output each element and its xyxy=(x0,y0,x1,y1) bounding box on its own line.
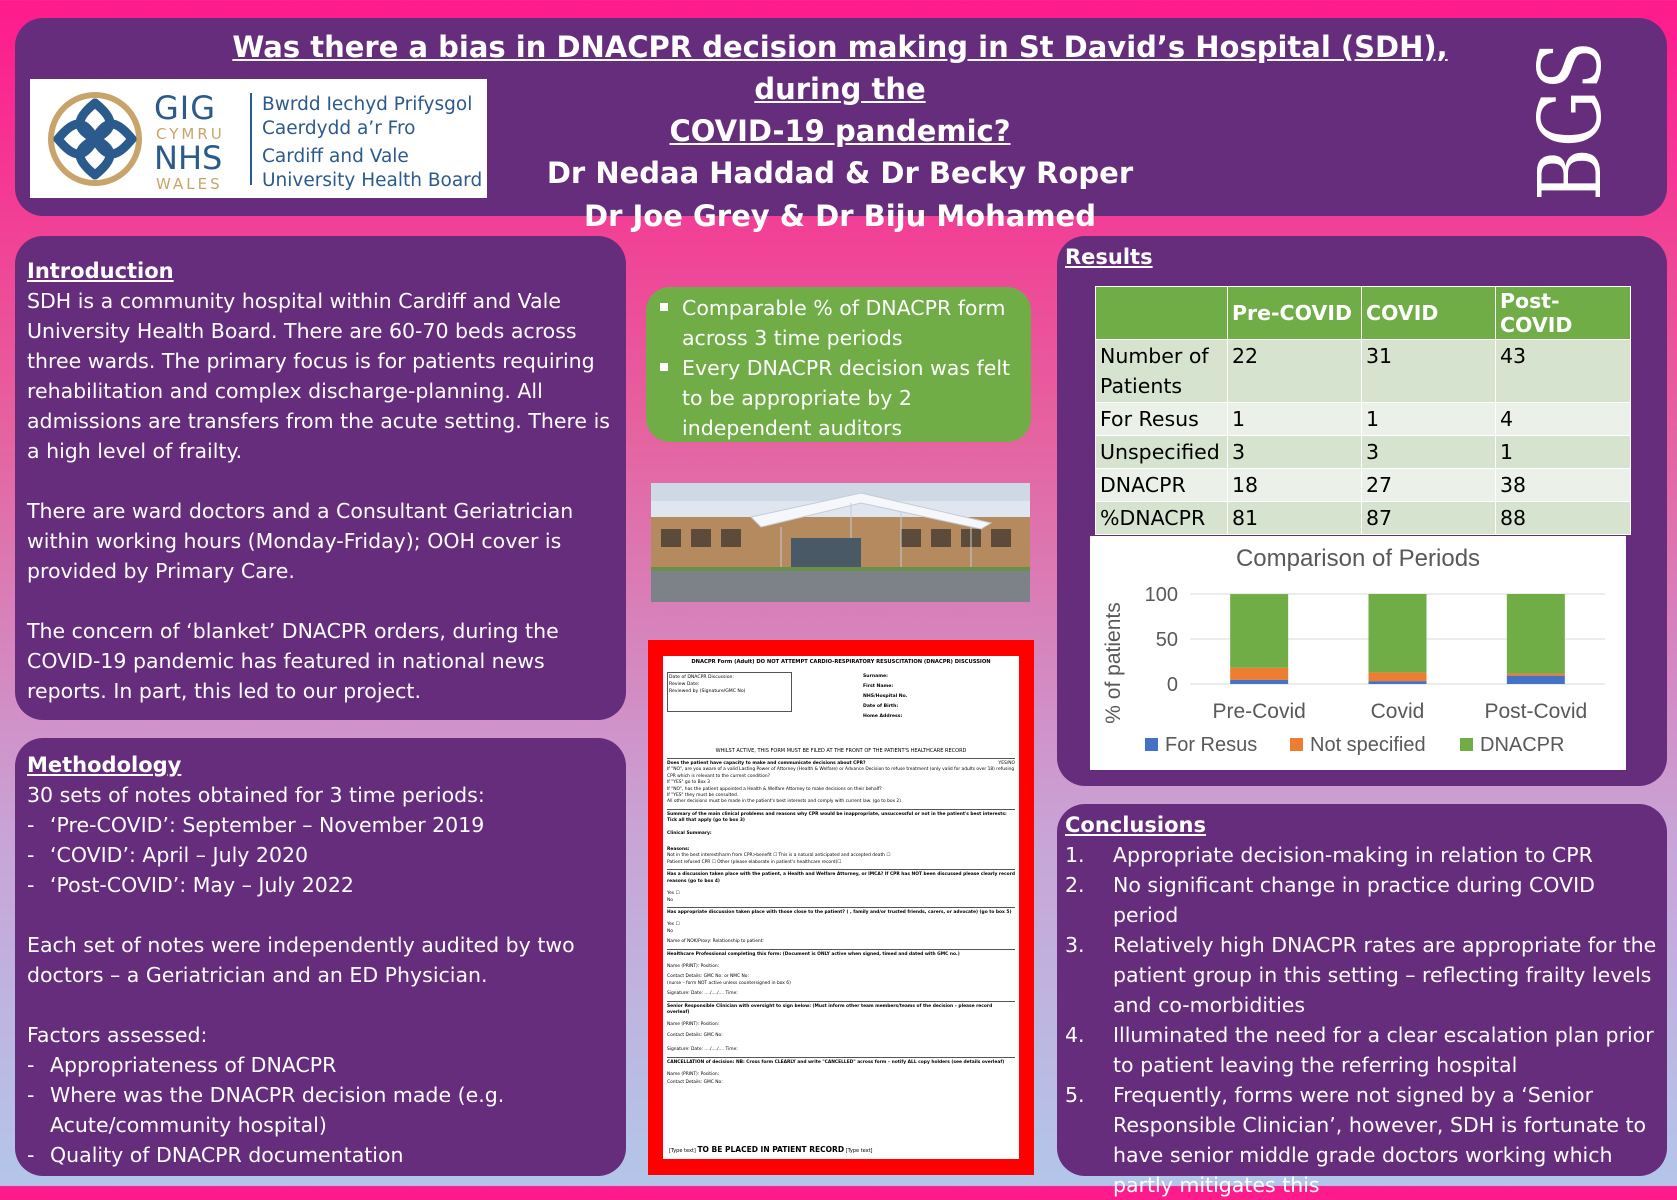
factor-item: - Where was the DNACPR decision made (e.g. Acute/community hospital) xyxy=(27,1083,505,1137)
chart-bar-segment xyxy=(1507,674,1565,676)
conclusion-item: 5. Frequently, forms were not signed by a ‘Senior Responsible Clinician’, however, SDH is fortunate to have senior middle grade doctors working which partly mitigates this xyxy=(1065,1083,1647,1197)
chart-bar-segment xyxy=(1369,681,1427,684)
chart-x-tick-label: Pre-Covid xyxy=(1212,700,1306,723)
introduction-para1: SDH is a community hospital within Cardiff and Vale University Health Board. There are 60-70 beds across three wards. The primary focus is for patients requiring rehabilitation and complex discharge-planning. All admissions are transfers from the acute setting. There is a high level of frailty. xyxy=(27,289,610,463)
chart-y-axis-label: % of patients xyxy=(1102,602,1125,724)
chart-x-tick-label: Post-Covid xyxy=(1484,700,1588,723)
conclusion-item: 4. Illuminated the need for a clear escalation plan prior to patient leaving the referring hospital xyxy=(1065,1023,1654,1077)
methodology-intro: 30 sets of notes obtained for 3 time periods: xyxy=(27,783,485,807)
factors-heading: Factors assessed: xyxy=(27,1023,208,1047)
methodology-audit: Each set of notes were independently audited by two doctors – a Geriatrician and an ED Physician. xyxy=(27,933,575,987)
conclusion-item: 2. No significant change in practice during COVID period xyxy=(1065,873,1595,927)
table-row xyxy=(1096,469,1631,502)
introduction-para2: There are ward doctors and a Consultant Geriatrician within working hours (Monday-Friday); OOH cover is provided by Primary Care. xyxy=(27,499,574,583)
table-cell: 38 xyxy=(1496,469,1631,502)
table-cell: 87 xyxy=(1362,502,1496,535)
cymru-label: CYMRU xyxy=(156,125,225,143)
table-header: Pre-COVID xyxy=(1228,287,1362,340)
introduction-panel xyxy=(15,236,626,720)
chart-y-tick-label: 50 xyxy=(1155,629,1178,651)
bullet-square-icon xyxy=(660,363,668,371)
form-notice: WHILST ACTIVE, THIS FORM MUST BE FILED AT THE FRONT OF THE PATIENT'S HEALTHCARE RECORD xyxy=(715,748,967,754)
table-cell: 1 xyxy=(1228,403,1362,436)
period-item: - ‘Post-COVID’: May – July 2022 xyxy=(27,873,354,897)
dnacpr-form-page xyxy=(663,656,1019,1159)
form-footer: [Type text] TO BE PLACED IN PATIENT RECORD [Type text] xyxy=(669,1145,873,1154)
form-patient-fields: Surname: First Name: NHS/Hospital No. Date of Birth: Home Address: xyxy=(863,674,908,719)
results-panel xyxy=(1057,236,1667,786)
period-item: - ‘Pre-COVID’: September – November 2019 xyxy=(27,813,485,837)
factor-item: - Appropriateness of DNACPR xyxy=(27,1053,337,1077)
chart-bar-segment xyxy=(1230,680,1288,684)
chart-bar-segment xyxy=(1230,594,1288,668)
table-cell: 27 xyxy=(1362,469,1496,502)
nhs-label: NHS xyxy=(154,139,223,177)
table-cell: 88 xyxy=(1496,502,1631,535)
methodology-panel xyxy=(15,738,626,1176)
period-item: - ‘COVID’: April – July 2020 xyxy=(27,843,309,867)
table-row xyxy=(1096,502,1631,535)
table-cell: 18 xyxy=(1228,469,1362,502)
logo-welsh-name: Bwrdd Iechyd Prifysgol Caerdydd a’r Fro xyxy=(262,94,473,139)
chart-bar-segment xyxy=(1230,668,1288,680)
table-cell: Unspecified xyxy=(1096,436,1228,469)
chart-y-tick-label: 0 xyxy=(1166,674,1178,696)
chart-legend-label: DNACPR xyxy=(1480,734,1565,756)
results-table xyxy=(1095,286,1631,535)
table-row xyxy=(1096,436,1631,469)
chart-bar-segment xyxy=(1369,672,1427,681)
comparison-chart xyxy=(1090,536,1626,770)
key-finding-item: Comparable % of DNACPR form across 3 time periods xyxy=(660,293,1021,353)
header-panel xyxy=(15,8,1667,233)
authors-line2: Dr Joe Grey & Dr Biju Mohamed xyxy=(584,199,1096,233)
dnacpr-form-image xyxy=(648,640,1034,1175)
table-cell: For Resus xyxy=(1096,403,1228,436)
table-row xyxy=(1096,403,1631,436)
chart-bar-segment xyxy=(1369,594,1427,672)
key-findings-box xyxy=(646,287,1031,442)
table-cell: 81 xyxy=(1228,502,1362,535)
methodology-heading: Methodology xyxy=(27,753,182,777)
results-heading: Results xyxy=(1065,245,1153,269)
form-title: DNACPR Form (Adult) DO NOT ATTEMPT CARDIO-RESPIRATORY RESUSCITATION (DNACPR) DISCUSSION xyxy=(691,659,991,665)
table-cell: 1 xyxy=(1362,403,1496,436)
bullet-square-icon xyxy=(660,303,668,311)
table-cell: %DNACPR xyxy=(1096,502,1228,535)
poster-title-line2: COVID-19 pandemic? xyxy=(669,114,1011,148)
chart-bar-segment xyxy=(1507,594,1565,674)
wales-label: WALES xyxy=(156,175,223,193)
conclusion-item: 3. Relatively high DNACPR rates are appropriate for the patient group in this setting – reflecting frailty levels and co-morbidities xyxy=(1065,933,1657,1017)
introduction-para3: The concern of ‘blanket’ DNACPR orders, during the COVID-19 pandemic has featured in national news reports. In part, this led to our project. xyxy=(27,619,559,703)
table-cell: 31 xyxy=(1362,340,1496,403)
bgs-logo-text: BGS xyxy=(1521,8,1621,201)
chart-y-tick-label: 100 xyxy=(1144,584,1178,606)
conclusion-item: 1. Appropriate decision-making in relation to CPR xyxy=(1065,843,1593,867)
table-header: Post-COVID xyxy=(1496,287,1631,340)
table-cell: Number of Patients xyxy=(1096,340,1228,403)
chart-legend-swatch xyxy=(1460,738,1473,751)
table-header-row xyxy=(1096,287,1631,340)
factor-item: - Quality of DNACPR documentation xyxy=(27,1143,404,1167)
chart-legend-label: Not specified xyxy=(1310,734,1426,756)
table-header xyxy=(1096,287,1228,340)
chart-legend-swatch xyxy=(1145,738,1158,751)
key-finding-item: Every DNACPR decision was felt to be appropriate by 2 independent auditors xyxy=(660,353,1021,443)
table-cell: DNACPR xyxy=(1096,469,1228,502)
celtic-knot-icon xyxy=(40,89,150,189)
chart-bar-segment xyxy=(1507,676,1565,684)
chart-title: Comparison of Periods xyxy=(1235,545,1481,572)
conclusions-heading: Conclusions xyxy=(1065,813,1206,837)
logo-english-name: Cardiff and Vale University Health Board xyxy=(262,146,483,191)
poster-title-line1: Was there a bias in DNACPR decision making in St David’s Hospital (SDH), during the xyxy=(232,30,1448,106)
form-body: Does the patient have capacity to make and communicate decisions about CPR? YES/NO If "NO", are you aware of a valid Lasting Power of Attorney (Health & Welfare) or Advance Decision to refuse treatment (only valid for adults over 18) refusing CPR which is relevant to the current condition? If "YES" go to Box 3 If "NO", has the patient appointed a Health & Welfare Attorney to make decisions on their behalf? If "YES" they must be consulted. All other decisions must be made in the patient's best interests and comply with current law. (go to box 2) Summary of the main clinical problems and reasons why CPR would be inappropriate, unsuccessful or not in the patient's best interests: Tick all that apply (go to box 3) Clinical Summary: Reasons: Not in the best interest/harm from CPR>benefit ☐ This is a natural anticipated and accepted death ☐ Patient refused CPR ☐ Other (please elaborate in patient's healthcare record)☐ Has a discussion taken place with the patient, a Health and Welfare Attorney, or IMCA? If CPR has NOT been discussed please clearly record reasons (go to box 4) Yes ☐ No Has appropriate discussion taken place with those close to the patient? ( , family and/or trusted friends, carers, or advocate) (go to box 5) Yes ☐ No Name of NOK/Proxy: Relationship to patient: Healthcare Professional completing this form: (Document is ONLY active when signed, timed and dated with GMC no.) Name (PRINT): Position: Contact Details: GMC No: or NMC No: (nurse – form NOT active unless countersigned in box 6) Signature: Date: ..../..../.... Time: Senior Responsible Clinician with oversight to sign below: (Must inform other team members/teams of the decision – please record overleaf) Name (PRINT): Position: Contact Details: GMC No: Signature: Date: ..../..../.... Time: CANCELLATION of decision: NB: Cross form CLEARLY and write "CANCELLED" across form – notify ALL copy holders (see details overleaf) Name (PRINT): Position: Contact Details: GMC No: xyxy=(667,758,1015,1087)
table-cell: 3 xyxy=(1362,436,1496,469)
form-date-box: Date of DNACPR Discussion: Review Date: Reviewed by (Signature/GMC No) xyxy=(667,672,792,712)
poster-title-block xyxy=(230,26,1450,238)
table-row xyxy=(1096,340,1631,403)
gig-label: GIG xyxy=(154,89,217,127)
chart-legend-label: For Resus xyxy=(1165,734,1258,756)
table-cell: 43 xyxy=(1496,340,1631,403)
bgs-logo xyxy=(1521,8,1621,206)
table-cell: 22 xyxy=(1228,340,1362,403)
chart-x-tick-label: Covid xyxy=(1370,700,1425,723)
table-cell: 4 xyxy=(1496,403,1631,436)
chart-legend-swatch xyxy=(1290,738,1303,751)
table-header: COVID xyxy=(1362,287,1496,340)
table-cell: 1 xyxy=(1496,436,1631,469)
authors-line1: Dr Nedaa Haddad & Dr Becky Roper xyxy=(546,156,1134,190)
conclusions-panel xyxy=(1057,804,1667,1197)
comparison-chart-svg xyxy=(1090,536,1626,770)
introduction-heading: Introduction xyxy=(27,259,174,283)
hospital-entrance-photo xyxy=(651,483,1030,602)
table-cell: 3 xyxy=(1228,436,1362,469)
